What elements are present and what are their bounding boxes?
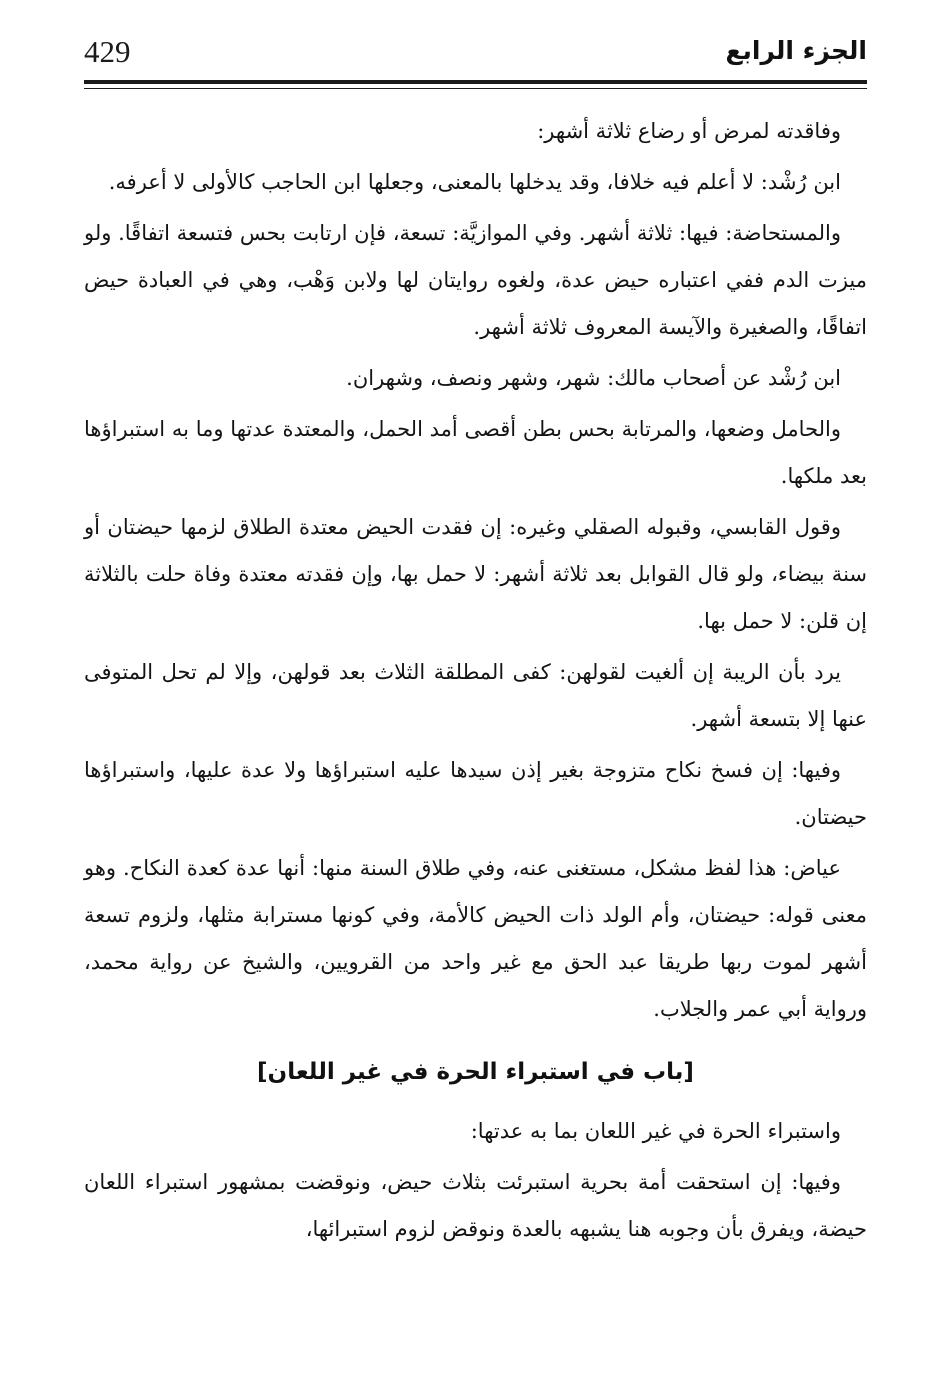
section-heading: [باب في استبراء الحرة في غير اللعان]	[257, 1059, 694, 1085]
running-head: الجزء الرابع	[725, 36, 867, 65]
paragraph: واستبراء الحرة في غير اللعان بما به عدتها:	[470, 1119, 841, 1143]
paragraph: ابن رُشْد: لا أعلم فيه خلافا، وقد يدخلها بالمعنى، وجعلها ابن الحاجب كالأولى لا أعرفه.	[108, 170, 841, 194]
paragraph: وفيها: إن استحقت أمة بحرية استبرئت بثلاث حيض، ونوقضت بمشهور استبراء اللعان حيضة، ويفرق بأن وجوبه هنا يشبهه بالعدة ونوقض لزوم استبرائها،	[84, 1170, 867, 1241]
paragraph: وفيها: إن فسخ نكاح متزوجة بغير إذن سيدها عليه استبراؤها ولا عدة عليها، واستبراؤها حيضتان.	[84, 758, 867, 829]
paragraph: وقول القابسي، وقبوله الصقلي وغيره: إن فقدت الحيض معتدة الطلاق لزمها حيضتان أو سنة بيضاء، ولو قال القوابل بعد ثلاثة أشهر: لا حمل بها، وإن فقدته معتدة وفاة حلت بالثلاثة إن قلن: لا حمل بها.	[84, 515, 867, 633]
paragraph: يرد بأن الريبة إن ألغيت لقولهن: كفى المطلقة الثلاث بعد قولهن، وإلا لم تحل المتوفى عنها إلا بتسعة أشهر.	[84, 660, 867, 731]
paragraph: والمستحاضة: فيها: ثلاثة أشهر. وفي الموازيَّة: تسعة، فإن ارتابت بحس فتسعة اتفاقًا. ولو ميزت الدم ففي اعتباره حيض عدة، ولغوه روايتان لها ولابن وَهْب، وهي في العبادة حيض اتفاقًا، والصغيرة والآيسة المعروف ثلاثة أشهر.	[84, 221, 867, 339]
paragraph: ابن رُشْد عن أصحاب مالك: شهر، وشهر ونصف، وشهران.	[346, 366, 841, 390]
header-rule-thick	[84, 80, 867, 84]
page-number: 429	[84, 34, 131, 69]
body-text	[84, 108, 867, 1257]
header-rule-thin	[84, 88, 867, 89]
paragraph: والحامل وضعها، والمرتابة بحس بطن أقصى أمد الحمل، والمعتدة عدتها وما به استبراؤها بعد ملكها.	[84, 417, 867, 488]
paragraph: وفاقدته لمرض أو رضاع ثلاثة أشهر:	[537, 119, 841, 143]
paragraph: عياض: هذا لفظ مشكل، مستغنى عنه، وفي طلاق السنة منها: أنها عدة كعدة النكاح. وهو معنى قوله: حيضتان، وأم الولد ذات الحيض كالأمة، وفي كونها مسترابة مثلها، ولزوم تسعة أشهر لموت ربها طريقا عبد الحق مع غير واحد من القرويين، والشيخ عن رواية محمد، ورواية أبي عمر والجلاب.	[84, 856, 867, 1021]
